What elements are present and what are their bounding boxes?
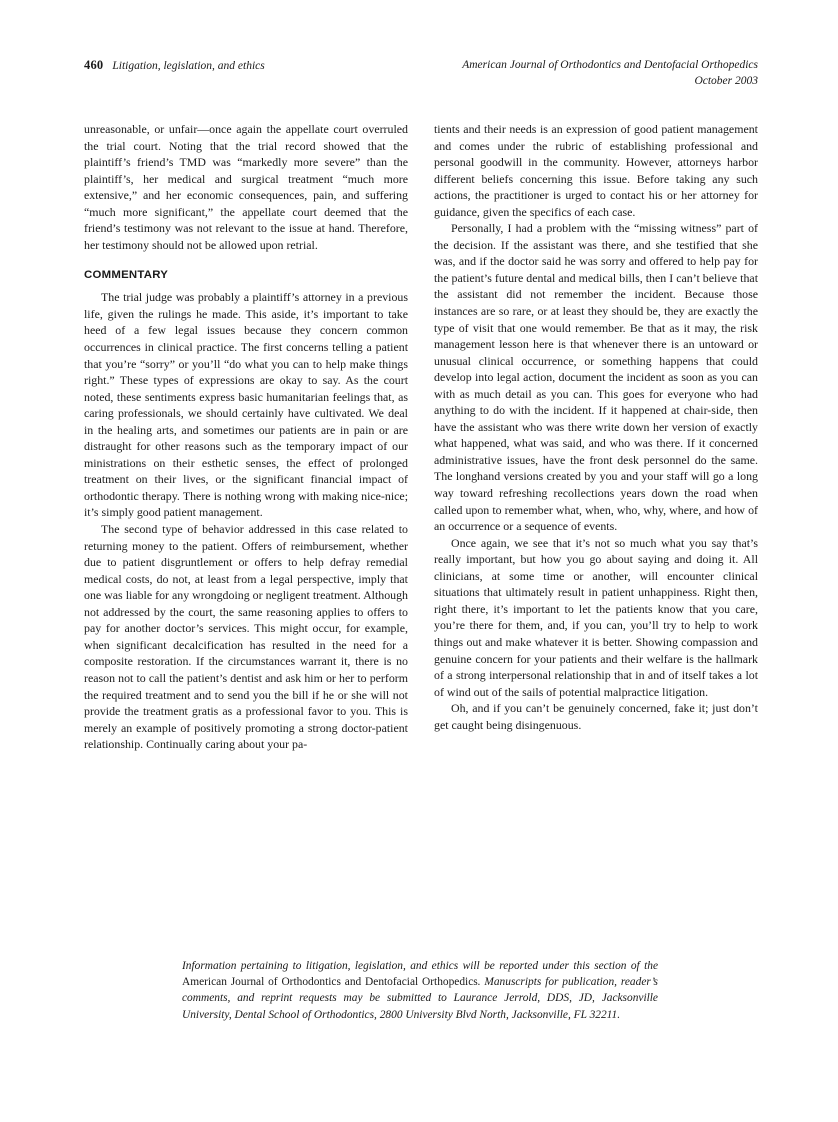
section-heading-commentary: COMMENTARY bbox=[84, 269, 169, 282]
footer-note-part2: . Manuscripts for publication, reader’s comments, and reprint requests may be submitted to Laurance Jerrold, DDS, JD, Jacksonville University, Dental School of Orthodontics, 2800 University Blvd North, Jacksonville, FL 32211. bbox=[182, 976, 658, 1021]
footer-editorial-note bbox=[182, 958, 658, 1023]
right-column bbox=[434, 121, 758, 921]
running-head bbox=[84, 58, 758, 89]
left-column bbox=[84, 121, 408, 921]
article-body bbox=[84, 121, 758, 921]
paragraph-right-2: Personally, I had a problem with the “missing witness” part of the decision. If the assistant was there, and she testified that she was, and if the doctor said he was sorry and offered to help pay for the patient’s future dental and medical bills, then I can’t believe that the assistant did not remember the incident. Because those instances are so rare, or at least they should be, they are exactly the type of visit that one would remember. Be that as it may, the risk management lesson here is that whenever there is an untoward or unusual clinical occurrence, or something happens that could develop into legal action, document the incident as soon as you can with as much detail as you can. This goes for everyone who had anything to do with the incident. If it happened at chair-side, then have the assistant who was there write down her version of exactly what happened, what was said, and who was there. If it concerned administrative issues, have the front desk personnel do the same. The longhand versions created by you and your staff will go a long way toward refreshing recollections years down the road when called upon to remember what, when, who, why, where, and how of an occurrence or a sequence of events. bbox=[434, 221, 758, 534]
paragraph-right-3: Once again, we see that it’s not so much what you say that’s really important, but how you go about saying and doing it. All clinicians, at some time or another, will encounter clinical situations that ultimately result in patient unhappiness. Right then, right there, it’s important to let the patients know that you care, you’re there for them, and, if you can, you’ll try to help to work things out and make whatever it is better. Showing compassion and genuine concern for your patients and their welfare is the hallmark of a strong interpersonal relationship that in and of itself takes a lot of wind out of the sails of potential malpractice litigation. bbox=[434, 535, 758, 699]
running-head-left bbox=[84, 58, 265, 74]
footer-note-part1: Information pertaining to litigation, legislation, and ethics will be reported under this section of the bbox=[182, 960, 658, 972]
paragraph-commentary-1: The trial judge was probably a plaintiff’s attorney in a previous life, given the rulings he made. This aside, it’s important to take heed of a few legal issues because they concern common occurrences in clinical practice. The first concerns telling a patient that you’re “sorry” or you’ll “do what you can to help make things right.” These types of expressions are okay to say. As the court noted, these sentiments express basic humanitarian feelings that, as caring professionals, we should certainly have cultivated. We deal in the healing arts, and sometimes our patients are in pain or are distraught for other reasons such as the temporary impact of our ministrations on their esthetic senses, the effect of prolonged treatment on their lives, or the significant financial impact of orthodontic therapy. There is nothing wrong with making nice-nice; it’s simply good patient management. bbox=[84, 290, 408, 520]
journal-title: American Journal of Orthodontics and Dentofacial Orthopedics bbox=[462, 59, 758, 71]
running-head-section-title: Litigation, legislation, and ethics bbox=[112, 60, 265, 72]
running-head-right bbox=[462, 58, 758, 89]
issue-date: October 2003 bbox=[694, 74, 758, 87]
paragraph-continued: unreasonable, or unfair—once again the appellate court overruled the trial court. Noting that the trial record showed that the plaintiff’s friend’s TMD was “markedly more severe” than the plaintiff’s, her medical and surgical treatment “much more extensive,” and her economic consequences, pain, and suffering “much more significant,” the appellate court deemed that the friend’s testimony was not relevant to the issue at hand. Therefore, her testimony should not be allowed upon retrial. bbox=[84, 122, 408, 252]
paragraph-commentary-2: The second type of behavior addressed in this case related to returning money to the patient. Offers of reimbursement, whether due to patient disgruntlement or offers to help defray remedial medical costs, do not, at least from a legal perspective, imply that one was liable for any wrongdoing or negligent treatment. Although not addressed by the court, the same reasoning applies to offers to pay for another doctor’s services. This might occur, for example, when significant decalcification has resulted in the need for a composite restoration. If the circumstances warrant it, there is no reason not to call the patient’s dentist and ask him or her to perform the required treatment and to send you the bill if he or she will not provide the treatment gratis as a professional favor to you. This is merely an example of positively promoting a strong doctor-patient relationship. Continually caring about your pa- bbox=[84, 522, 408, 752]
footer-note-journal-title: American Journal of Orthodontics and Dentofacial Orthopedics bbox=[182, 976, 478, 989]
page-folio-number: 460 bbox=[84, 58, 104, 72]
paragraph-right-4: Oh, and if you can’t be genuinely concerned, fake it; just don’t get caught being disingenuous. bbox=[434, 701, 758, 732]
paragraph-right-1: tients and their needs is an expression of good patient management and comes under the rubric of establishing professional and personal goodwill in the community. However, attorneys harbor different beliefs concerning this issue. Before taking any such actions, the practitioner is urged to contact his or her attorney for guidance, given the specifics of each case. bbox=[434, 122, 758, 219]
